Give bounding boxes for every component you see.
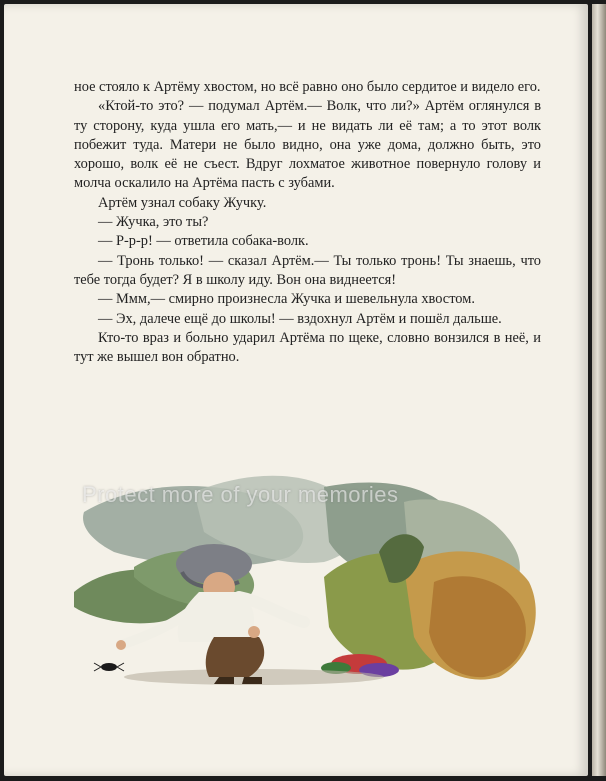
paragraph-7: — Ммм,— смирно произнесла Жучка и шевельнула хвостом. bbox=[98, 291, 475, 308]
paragraph-5: — Р-р-р! — ответила собака-волк. bbox=[98, 233, 309, 250]
paragraph-4: — Жучка, это ты? bbox=[98, 214, 209, 231]
paragraph-8: — Эх, далече ещё до школы! — вздохнул Артём и пошёл дальше. bbox=[98, 310, 502, 327]
watermark-text: Protect more of your memories bbox=[82, 482, 399, 507]
page-edge bbox=[592, 4, 606, 776]
paragraph-2: «Ктой-то это? — подумал Артём.— Волк, что ли?» Артём оглянулся в ту сторону, куда ушла его мать,— и не видать ли её там; а то этот волк побежит туда. Матери не было видно, она уже дома, должно быть, это хорошо, волк её не съест. Вдруг лохматое животное повернуло голову и молча оскалило на Артёма пасть с зубами. bbox=[74, 98, 541, 192]
paragraph-1: ное стояло к Артёму хвостом, но всё равно оно было сердитое и видело его. bbox=[74, 79, 541, 95]
paragraph-9: Кто-то враз и больно ударил Артёма по щеке, словно вонзился в неё, и тут же вышел вон обратно. bbox=[74, 329, 541, 366]
book-page bbox=[4, 4, 588, 776]
paragraph-6: — Тронь только! — сказал Артём.— Ты только тронь! Ты знаешь, что тебе тогда будет? Я в школу иду. Вон она виднеется! bbox=[74, 252, 541, 288]
paragraph-3: Артём узнал собаку Жучку. bbox=[98, 194, 267, 211]
story-text bbox=[74, 78, 541, 367]
